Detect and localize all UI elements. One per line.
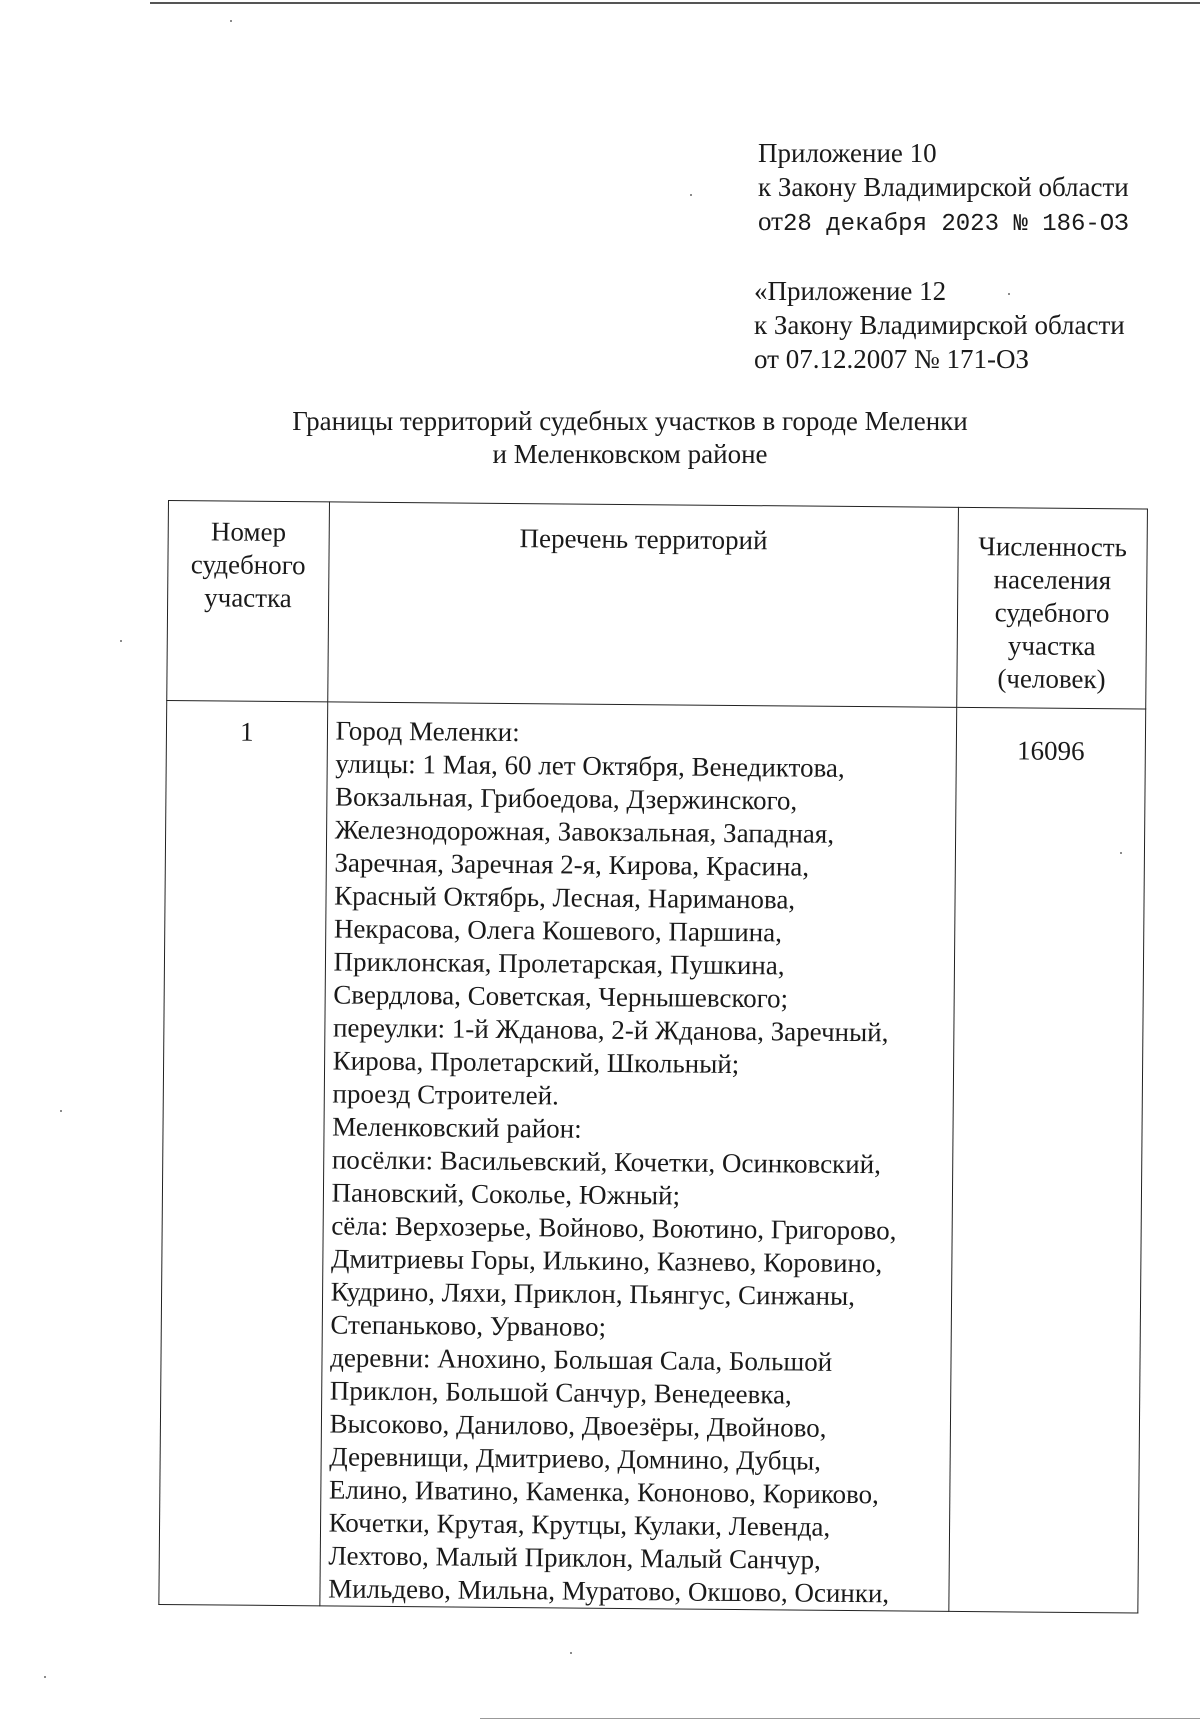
territory-line: посёлки: Васильевский, Кочетки, Осинковский, — [331, 1144, 882, 1180]
territory-line: Лехтово, Малый Приклон, Малый Санчур, — [328, 1540, 821, 1575]
document-title-line-1: Границы территорий судебных участков в городе Меленки — [292, 406, 968, 436]
scan-speck — [1008, 293, 1010, 295]
header-population: Численность населения судебного участка (человек) — [957, 507, 1148, 709]
territory-line: Приклон, Большой Санчур, Венедеевка, — [329, 1375, 792, 1410]
appendix-old-law: к Закону Владимирской области — [754, 310, 1125, 340]
territory-line: Деревнищи, Дмитриево, Домнино, Дубцы, — [329, 1441, 822, 1476]
appendix-new-date-prefix: от — [758, 206, 783, 236]
population-cell: 16096 — [949, 707, 1146, 1613]
scan-bottom-edge — [480, 1718, 1200, 1719]
document-title-line-2: и Меленковском районе — [492, 439, 768, 469]
territory-line: Город Меленки: — [335, 715, 520, 748]
scan-speck — [120, 640, 122, 642]
territory-line: Приклонская, Пролетарская, Пушкина, — [333, 946, 785, 981]
appendix-new-date: 28 декабря 2023 № 186-ОЗ — [782, 211, 1129, 238]
territory-line: проезд Строителей. — [332, 1078, 560, 1111]
scan-top-edge — [150, 2, 1200, 4]
territory-line: Некрасова, Олега Кошевого, Паршина, — [333, 913, 783, 948]
territory-line: Мильдево, Мильна, Муратово, Окшово, Осинки, — [328, 1573, 890, 1609]
header-district-number: Номер судебного участка — [167, 501, 329, 702]
territory-line: улицы: 1 Мая, 60 лет Октября, Венедиктова, — [335, 748, 845, 783]
territory-line: Степаньково, Урваново; — [330, 1309, 607, 1342]
territory-line: Дмитриевы Горы, Илькино, Казнево, Коровино, — [330, 1243, 883, 1279]
territory-line: сёла: Верхозерье, Войново, Воютино, Григорово, — [331, 1210, 897, 1246]
territories-list — [328, 714, 950, 1610]
scan-speck — [44, 1676, 46, 1678]
district-number-cell: 1 — [159, 700, 328, 1605]
table-header-row — [167, 501, 1148, 710]
territory-line: Вокзальная, Грибоедова, Дзержинского, — [334, 781, 798, 816]
appendix-new-date-line — [758, 204, 1129, 242]
appendix-new-law: к Закону Владимирской области — [758, 172, 1129, 202]
territory-line: Меленковский район: — [332, 1111, 582, 1144]
territory-line: деревни: Анохино, Большая Сала, Большой — [330, 1342, 833, 1377]
appendix-old-number: «Приложение 12 — [754, 276, 947, 306]
scan-speck — [1120, 852, 1122, 854]
territory-line: переулки: 1-й Жданова, 2-й Жданова, Заречный, — [332, 1012, 889, 1048]
territories-cell — [319, 702, 956, 1611]
header-territories: Перечень территорий — [327, 502, 958, 707]
scan-speck — [60, 1110, 62, 1112]
territory-line: Высоково, Данилово, Двоезёры, Двойново, — [329, 1408, 827, 1443]
territory-line: Заречная, Заречная 2-я, Кирова, Красина, — [334, 847, 810, 882]
territory-line: Свердлова, Советская, Чернышевского; — [333, 979, 789, 1014]
table-row — [159, 700, 1146, 1613]
court-districts-table — [158, 500, 1148, 1614]
territory-line: Елино, Иватино, Каменка, Кононово, Кориково, — [328, 1474, 880, 1510]
document-title — [200, 405, 1060, 471]
appendix-new-number: Приложение 10 — [758, 138, 937, 168]
territory-line: Железнодорожная, Завокзальная, Западная, — [334, 814, 835, 849]
appendix-old-date: от 07.12.2007 № 171-ОЗ — [754, 344, 1029, 374]
appendix-old-header — [754, 274, 1125, 376]
territory-line: Кирова, Пролетарский, Школьный; — [332, 1045, 740, 1080]
territory-line: Красный Октябрь, Лесная, Нариманова, — [334, 880, 796, 915]
territory-line: Кудрино, Ляхи, Приклон, Пьянгус, Синжаны, — [330, 1276, 856, 1312]
scan-speck — [570, 1652, 572, 1654]
territory-line: Кочетки, Крутая, Крутцы, Кулаки, Левенда, — [328, 1507, 831, 1542]
scan-speck — [230, 20, 232, 22]
scan-speck — [690, 194, 692, 196]
appendix-new-header — [758, 136, 1129, 242]
territory-line: Пановский, Сокольe, Южный; — [331, 1177, 681, 1211]
